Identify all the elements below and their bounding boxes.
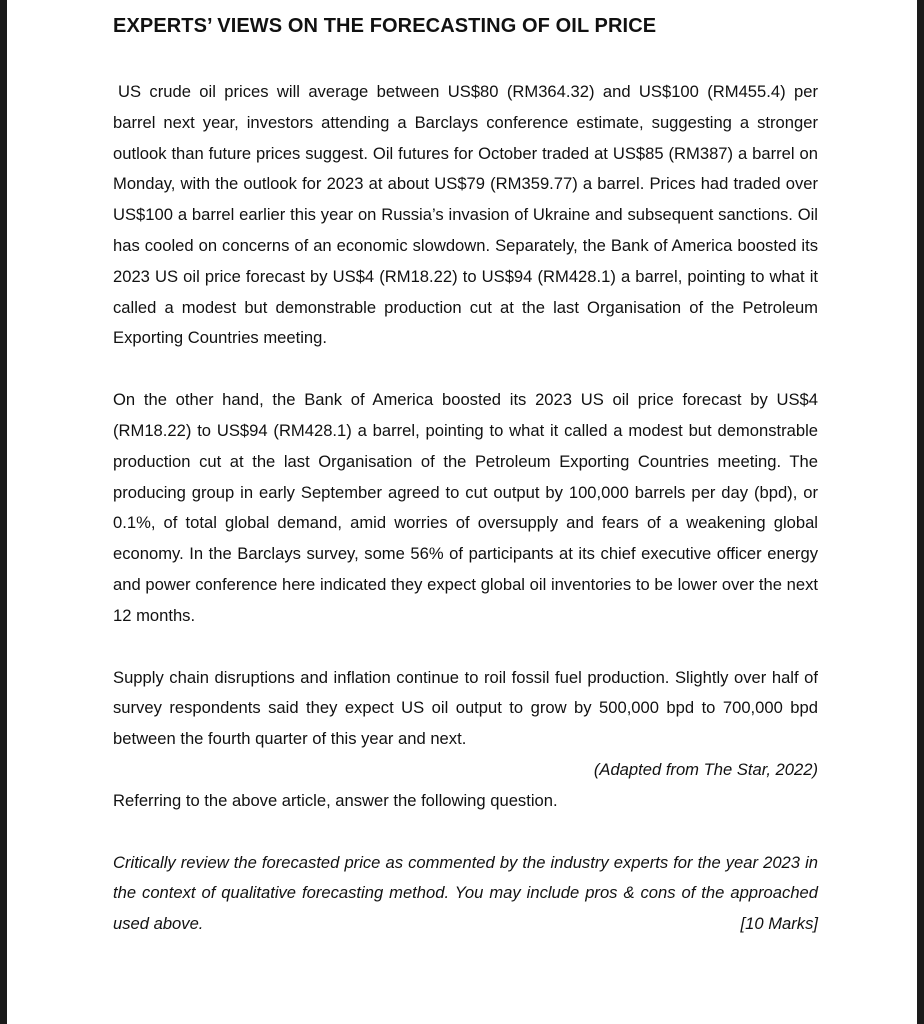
article-paragraph-1: US crude oil prices will average between US$80 (RM364.32) and US$100 (RM455.4) per barrel next year, investors attending a Barclays conference estimate, suggesting a stronger outlook than future prices suggest. Oil futures for October traded at US$85 (RM387) a barrel on Monday, with the outlook for 2023 at about US$79 (RM359.77) a barrel. Prices had traded over US$100 a barrel earlier this year on Russia’s invasion of Ukraine and subsequent sanctions. Oil has cooled on concerns of an economic slowdown. Separately, the Bank of America boosted its 2023 US oil price forecast by US$4 (RM18.22) to US$94 (RM428.1) a barrel, pointing to what it called a modest but demonstrable production cut at the last Organisation of the Petroleum Exporting Countries meeting. <box>113 82 818 348</box>
article-paragraph-2: On the other hand, the Bank of America boosted its 2023 US oil price forecast by US$4 (RM18.22) to US$94 (RM428.1) a barrel, pointing to what it called a modest but demonstrable production cut at the last Organisation of the Petroleum Exporting Countries meeting. The producing group in early September agreed to cut output by 100,000 barrels per day (bpd), or 0.1%, of total global demand, amid worries of oversupply and fears of a weakening global economy. In the Barclays survey, some 56% of participants at its chief executive officer energy and power conference here indicated they expect global oil inventories to be lower over the next 12 months. <box>113 390 818 625</box>
exam-question <box>113 848 818 940</box>
article-title: EXPERTS’ VIEWS ON THE FORECASTING OF OIL PRICE <box>113 15 657 37</box>
question-text: Critically review the forecasted price as commented by the industry experts for the year 2023 in the context of qualitative forecasting method. You may include pros & cons of the approached used above. <box>113 852 818 934</box>
article-paragraph-3: Supply chain disruptions and inflation continue to roil fossil fuel production. Slightly over half of survey respondents said they expect US oil output to grow by 500,000 bpd to 700,000 bpd between the fourth quarter of this year and next. <box>113 667 818 749</box>
document-page <box>7 0 917 1024</box>
question-instruction: Referring to the above article, answer the following question. <box>113 790 558 810</box>
article-source: (Adapted from The Star, 2022) <box>593 759 818 779</box>
marks-label: [10 Marks] <box>740 914 818 934</box>
document-content <box>113 12 818 940</box>
